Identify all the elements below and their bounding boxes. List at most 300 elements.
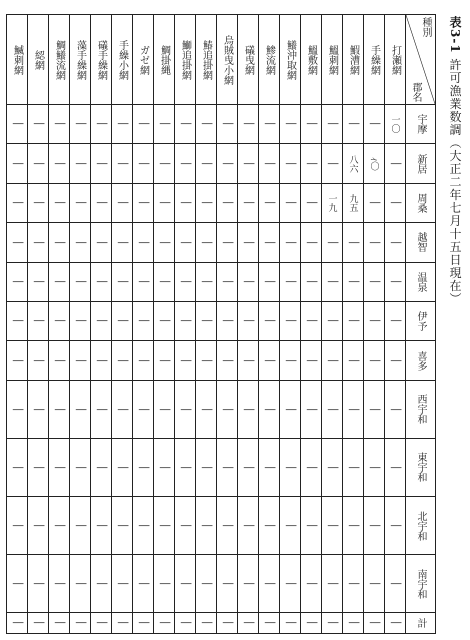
table-cell [154, 105, 175, 144]
table-cell [133, 438, 154, 496]
table-cell [259, 223, 280, 262]
cell-value: │ [96, 279, 106, 285]
cell-value: │ [243, 160, 253, 167]
cell-value: │ [390, 620, 400, 626]
table-cell [133, 105, 154, 144]
table-cell [343, 183, 364, 222]
table-cell [112, 380, 133, 438]
table-cell [343, 144, 364, 183]
cell-value: │ [369, 464, 379, 471]
gear-header [133, 15, 154, 105]
cell-value: │ [306, 406, 316, 413]
table-cell [322, 262, 343, 301]
table-cell [301, 223, 322, 262]
cell-value: │ [75, 239, 85, 246]
cell-value: │ [348, 406, 358, 413]
district-header [406, 183, 436, 222]
table-cell [322, 341, 343, 380]
header-row [7, 15, 436, 105]
gear-header [154, 15, 175, 105]
cell-value: │ [54, 581, 64, 587]
table-cell [196, 105, 217, 144]
table-cell [70, 438, 91, 496]
gear-header [301, 15, 322, 105]
table-title [447, 16, 464, 306]
cell-value: │ [348, 522, 358, 529]
cell-value: │ [159, 160, 169, 167]
cell-value: │ [243, 464, 253, 471]
cell-value: │ [33, 121, 43, 127]
table-cell [175, 555, 196, 613]
cell-value: │ [222, 200, 232, 206]
cell-value: │ [54, 239, 64, 246]
corner-cell [406, 15, 436, 105]
cell-value: │ [390, 357, 400, 364]
cell-value: │ [390, 318, 400, 324]
table-cell [196, 223, 217, 262]
cell-value: │ [327, 522, 337, 529]
table-cell [280, 301, 301, 340]
table-cell [49, 262, 70, 301]
cell-value: │ [369, 357, 379, 364]
table-cell [301, 183, 322, 222]
cell-value: │ [390, 522, 400, 529]
table-cell [70, 555, 91, 613]
table-cell [28, 105, 49, 144]
table-cell [364, 105, 385, 144]
table-cell [28, 613, 49, 634]
gear-header [385, 15, 406, 105]
cell-value: │ [12, 318, 22, 324]
cell-value: │ [201, 464, 211, 471]
cell-value: 一〇 [389, 115, 400, 134]
table-cell [217, 497, 238, 555]
cell-value: │ [180, 522, 190, 529]
table-cell [238, 105, 259, 144]
table-cell [196, 301, 217, 340]
table-cell [49, 555, 70, 613]
cell-value: │ [264, 318, 274, 324]
cell-value: │ [54, 464, 64, 471]
cell-value: │ [117, 279, 127, 285]
table-cell [322, 438, 343, 496]
table-cell [217, 262, 238, 301]
table-cell [385, 105, 406, 144]
cell-value: │ [222, 160, 232, 167]
cell-value: │ [285, 620, 295, 626]
table-cell [343, 555, 364, 613]
table-cell [217, 144, 238, 183]
cell-value: │ [306, 522, 316, 529]
cell-value: │ [327, 318, 337, 324]
cell-value: │ [285, 279, 295, 285]
table-cell [28, 380, 49, 438]
cell-value: │ [75, 406, 85, 413]
table-cell [91, 301, 112, 340]
table-cell [49, 438, 70, 496]
table-cell [301, 262, 322, 301]
table-cell [154, 223, 175, 262]
table-cell [70, 380, 91, 438]
table-cell [217, 341, 238, 380]
cell-value: │ [201, 200, 211, 206]
cell-value: │ [12, 279, 22, 285]
corner-gear-label: 種別 [420, 17, 431, 37]
cell-value: │ [180, 464, 190, 471]
cell-value: │ [306, 279, 316, 285]
cell-value: │ [33, 357, 43, 364]
table-cell [364, 144, 385, 183]
table-cell [7, 380, 28, 438]
cell-value: │ [348, 318, 358, 324]
table-cell [70, 144, 91, 183]
gear-type-label: 鯵流網 [263, 44, 275, 75]
table-cell [133, 223, 154, 262]
gear-type-label: 礒手繰網 [95, 39, 107, 80]
table-cell [28, 301, 49, 340]
district-label: 周桑 [415, 192, 426, 213]
cell-value: │ [159, 406, 169, 413]
table-cell [49, 144, 70, 183]
table-cell [322, 144, 343, 183]
cell-value: │ [306, 357, 316, 364]
cell-value: │ [96, 620, 106, 626]
gear-header [259, 15, 280, 105]
district-header [406, 144, 436, 183]
table-cell [91, 555, 112, 613]
gear-type-label: 鯛鱶流網 [53, 39, 65, 80]
cell-value: │ [222, 279, 232, 285]
table-cell [49, 105, 70, 144]
table-cell [238, 223, 259, 262]
cell-value: │ [348, 581, 358, 587]
table-cell [7, 144, 28, 183]
table-cell [385, 223, 406, 262]
table-cell [385, 183, 406, 222]
cell-value: │ [180, 160, 190, 167]
table-cell [28, 183, 49, 222]
table-cell [364, 497, 385, 555]
cell-value: │ [327, 239, 337, 246]
cell-value: │ [75, 581, 85, 587]
cell-value: │ [12, 239, 22, 246]
table-cell [154, 341, 175, 380]
table-cell [301, 144, 322, 183]
cell-value: │ [75, 200, 85, 206]
table-cell [175, 613, 196, 634]
cell-value: │ [369, 239, 379, 246]
cell-value: │ [390, 200, 400, 206]
table-cell [7, 497, 28, 555]
cell-value: │ [243, 522, 253, 529]
cell-value: │ [222, 406, 232, 413]
cell-value: │ [306, 239, 316, 246]
table-cell [112, 144, 133, 183]
table-cell [154, 380, 175, 438]
cell-value: │ [285, 522, 295, 529]
cell-value: │ [33, 200, 43, 206]
cell-value: │ [201, 121, 211, 127]
table-cell [112, 438, 133, 496]
cell-value: │ [75, 160, 85, 167]
cell-value: │ [285, 239, 295, 246]
district-label: 伊予 [415, 311, 426, 332]
district-header [406, 380, 436, 438]
table-cell [259, 144, 280, 183]
table-cell [175, 380, 196, 438]
cell-value: │ [243, 620, 253, 626]
gear-type-label: 鰄刺網 [11, 44, 23, 75]
cell-value: │ [33, 160, 43, 167]
table-cell [70, 497, 91, 555]
gear-type-label: 打瀬網 [389, 44, 401, 75]
cell-value: │ [285, 357, 295, 364]
table-cell [301, 105, 322, 144]
cell-value: │ [201, 239, 211, 246]
cell-value: │ [54, 200, 64, 206]
cell-value: │ [285, 406, 295, 413]
table-cell [385, 262, 406, 301]
table-row [7, 555, 436, 613]
table-cell [217, 555, 238, 613]
gear-header [91, 15, 112, 105]
gear-type-label: 鰤追掛網 [179, 39, 191, 80]
table-cell [364, 183, 385, 222]
cell-value: │ [222, 318, 232, 324]
table-cell [343, 105, 364, 144]
district-header [406, 262, 436, 301]
cell-value: │ [117, 406, 127, 413]
cell-value: │ [12, 406, 22, 413]
table-cell [196, 555, 217, 613]
cell-value: │ [75, 620, 85, 626]
cell-value: │ [96, 406, 106, 413]
table-cell [112, 105, 133, 144]
cell-value: │ [96, 160, 106, 167]
table-cell [91, 380, 112, 438]
gear-type-label: 手繰小網 [116, 39, 128, 80]
district-label: 宇摩 [415, 114, 426, 135]
table-caption: 許可漁業数調（大正二年七月十五日現在） [448, 58, 462, 306]
table-cell [91, 438, 112, 496]
cell-value: │ [327, 279, 337, 285]
district-label: 西宇和 [415, 394, 426, 425]
table-cell [196, 183, 217, 222]
cell-value: │ [75, 121, 85, 127]
cell-value: │ [117, 620, 127, 626]
table-cell [196, 144, 217, 183]
gear-header [70, 15, 91, 105]
cell-value: │ [96, 239, 106, 246]
cell-value: │ [33, 464, 43, 471]
table-row [7, 301, 436, 340]
cell-value: │ [243, 357, 253, 364]
cell-value: │ [33, 279, 43, 285]
table-row [7, 438, 436, 496]
table-cell [238, 380, 259, 438]
gear-header [7, 15, 28, 105]
cell-value: │ [180, 406, 190, 413]
table-cell [91, 497, 112, 555]
cell-value: │ [54, 406, 64, 413]
table-cell [364, 223, 385, 262]
table-cell [259, 301, 280, 340]
table-row [7, 341, 436, 380]
table-cell [112, 555, 133, 613]
table-cell [238, 183, 259, 222]
cell-value: │ [222, 620, 232, 626]
cell-value: │ [159, 620, 169, 626]
table-cell [196, 341, 217, 380]
cell-value: │ [75, 464, 85, 471]
cell-value: │ [390, 160, 400, 167]
cell-value: │ [138, 318, 148, 324]
table-cell [280, 262, 301, 301]
table-cell [322, 380, 343, 438]
cell-value: │ [327, 357, 337, 364]
cell-value: │ [327, 160, 337, 167]
table-cell [385, 144, 406, 183]
table-cell [70, 223, 91, 262]
cell-value: │ [390, 581, 400, 587]
table-cell [154, 144, 175, 183]
cell-value: │ [180, 121, 190, 127]
gear-header [238, 15, 259, 105]
cell-value: │ [201, 581, 211, 587]
table-cell [7, 341, 28, 380]
district-label: 新居 [415, 153, 426, 174]
cell-value: │ [117, 160, 127, 167]
table-cell [343, 262, 364, 301]
table-cell [49, 497, 70, 555]
gear-type-label: 鰆追掛網 [200, 39, 212, 80]
table-cell [7, 105, 28, 144]
cell-value: │ [12, 581, 22, 587]
table-cell [196, 438, 217, 496]
table-cell [28, 223, 49, 262]
table-cell [154, 497, 175, 555]
table-cell [364, 380, 385, 438]
gear-header [280, 15, 301, 105]
cell-value: │ [12, 200, 22, 206]
cell-value: │ [348, 357, 358, 364]
table-cell [343, 341, 364, 380]
cell-value: │ [12, 160, 22, 167]
gear-header [217, 15, 238, 105]
cell-value: │ [180, 620, 190, 626]
gear-type-label: 鰮敷網 [305, 44, 317, 75]
district-header [406, 223, 436, 262]
table-cell [91, 223, 112, 262]
table-cell [70, 105, 91, 144]
table-cell [322, 183, 343, 222]
table-cell [91, 341, 112, 380]
table-cell [217, 223, 238, 262]
gear-type-label: 鰮刺網 [326, 44, 338, 75]
cell-value: │ [222, 464, 232, 471]
table-cell [301, 301, 322, 340]
cell-value: │ [243, 239, 253, 246]
table-cell [154, 262, 175, 301]
cell-value: │ [117, 318, 127, 324]
table-row [7, 144, 436, 183]
cell-value: │ [369, 279, 379, 285]
gear-type-label: 烏賊曳小網 [221, 34, 233, 85]
cell-value: │ [96, 200, 106, 206]
cell-value: │ [159, 279, 169, 285]
cell-value: │ [243, 200, 253, 206]
cell-value: │ [180, 581, 190, 587]
cell-value: │ [306, 318, 316, 324]
table-cell [28, 438, 49, 496]
table-cell [280, 144, 301, 183]
table-cell [364, 262, 385, 301]
table-cell [7, 223, 28, 262]
cell-value: │ [12, 357, 22, 364]
gear-type-label: 綛網 [32, 49, 44, 70]
table-cell [364, 301, 385, 340]
cell-value: │ [306, 121, 316, 127]
cell-value: 九五 [347, 193, 358, 212]
table-cell [364, 438, 385, 496]
cell-value: │ [75, 522, 85, 529]
cell-value: │ [264, 200, 274, 206]
table-cell [28, 555, 49, 613]
cell-value: │ [96, 464, 106, 471]
table-cell [175, 497, 196, 555]
gear-header [28, 15, 49, 105]
table-cell [343, 438, 364, 496]
cell-value: │ [369, 318, 379, 324]
table-cell [196, 380, 217, 438]
table-cell [301, 613, 322, 634]
cell-value: │ [96, 318, 106, 324]
table-row [7, 105, 436, 144]
district-header [406, 555, 436, 613]
gear-type-label: 礒曳網 [242, 44, 254, 75]
cell-value: │ [222, 522, 232, 529]
table-cell [133, 144, 154, 183]
table-cell [7, 613, 28, 634]
cell-value: │ [390, 406, 400, 413]
table-cell [7, 262, 28, 301]
cell-value: │ [12, 464, 22, 471]
cell-value: │ [264, 464, 274, 471]
table-cell [175, 262, 196, 301]
district-label: 喜多 [415, 350, 426, 371]
cell-value: │ [327, 406, 337, 413]
table-cell [91, 262, 112, 301]
cell-value: │ [327, 121, 337, 127]
gear-header [322, 15, 343, 105]
table-cell [49, 341, 70, 380]
table-cell [322, 223, 343, 262]
table-row [7, 497, 436, 555]
cell-value: │ [138, 464, 148, 471]
table-cell [154, 301, 175, 340]
cell-value: │ [117, 464, 127, 471]
cell-value: │ [327, 620, 337, 626]
table-cell [196, 613, 217, 634]
cell-value: │ [54, 160, 64, 167]
table-cell [301, 555, 322, 613]
cell-value: │ [33, 581, 43, 587]
cell-value: │ [138, 279, 148, 285]
cell-value: │ [390, 279, 400, 285]
gear-type-label: ガゼ網 [137, 44, 149, 75]
table-cell [385, 497, 406, 555]
table-cell [259, 380, 280, 438]
